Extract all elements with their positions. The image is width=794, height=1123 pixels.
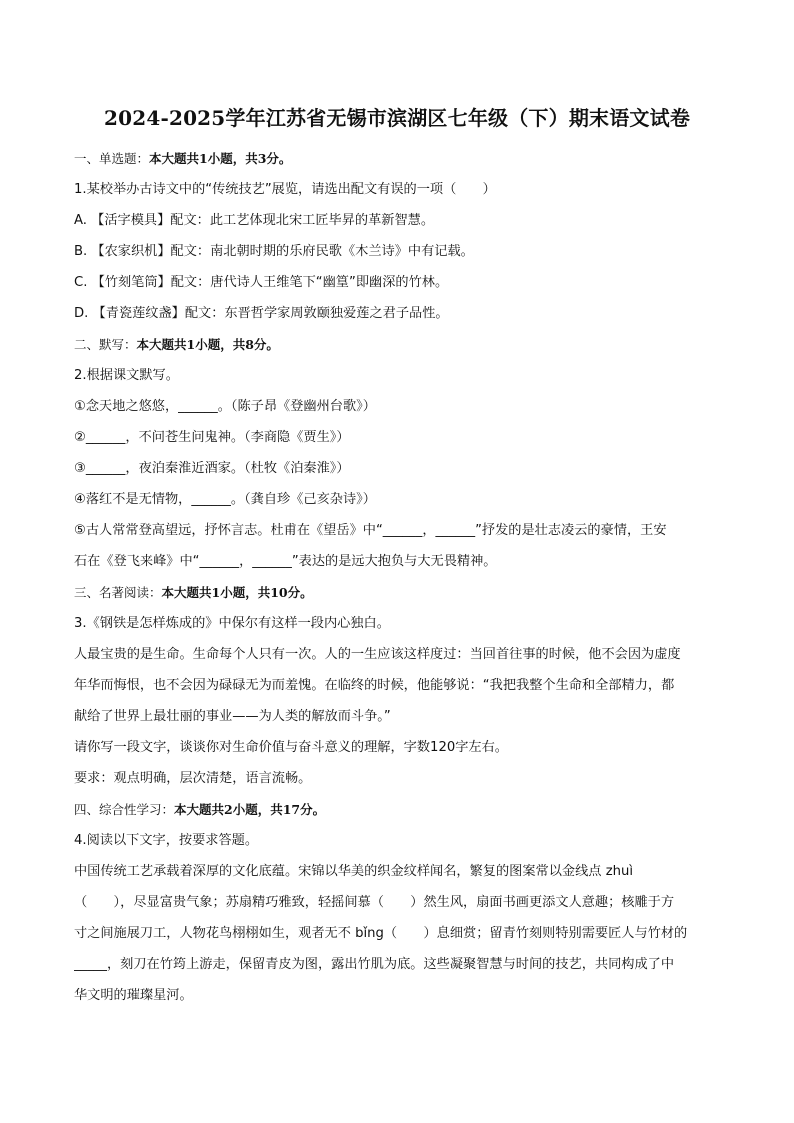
section-heading (74, 577, 728, 608)
text-line: C. 【竹刻笔筒】配文：唐代诗人王维笔下“幽篁”即幽深的竹林。 (74, 275, 449, 290)
text-line: 年华而悔恨，也不会因为碌碌无为而羞愧。在临终的时候，他能够说：“我把我整个生命和全部精力，都 (74, 678, 675, 693)
section-heading-label: 一、单选题： (74, 151, 150, 166)
text-line: _____，刻刀在竹筠上游走，保留青皮为图，露出竹肌为底。这些凝聚智慧与时间的技艺，共同构成了中 (74, 957, 675, 972)
exam-title: 2024-2025学年江苏省无锡市滨湖区七年级（下）期末语文试卷 (103, 106, 691, 130)
text-line: 献给了世界上最壮丽的事业——为人类的解放而斗争。” (74, 709, 391, 724)
section-heading-info: 本大题共2小题，共17分。 (174, 802, 326, 817)
text-line: 要求：观点明确，层次清楚，语言流畅。 (74, 771, 312, 786)
section-heading-label: 二、默写： (74, 337, 137, 352)
text-line: 中国传统工艺承载着深厚的文化底蕴。宋锦以华美的织金纹样闻名，繁复的图案常以金线点 zhuì (74, 864, 633, 879)
text-line: A. 【活字模具】配文：此工艺体现北宋工匠毕昇的革新智慧。 (74, 213, 435, 228)
text-line: 3.《钢铁是怎样炼成的》中保尔有这样一段内心独白。 (74, 616, 390, 631)
section-heading (74, 329, 728, 360)
section-heading-label: 四、综合性学习： (74, 802, 175, 817)
section-heading-label: 三、名著阅读： (74, 585, 162, 600)
text-line: 4.阅读以下文字，按要求答题。 (74, 833, 259, 848)
text-line: 人最宝贵的是生命。生命每个人只有一次。人的一生应该这样度过：当回首往事的时候，他不会因为虚度 (74, 647, 681, 662)
text-line: B. 【农家织机】配文：南北朝时期的乐府民歌《木兰诗》中有记载。 (74, 244, 474, 259)
text-line: 1.某校举办古诗文中的“传统技艺”展览，请选出配文有误的一项（ ） (74, 182, 496, 197)
section-heading (74, 143, 728, 174)
exam-content (74, 143, 728, 1011)
text-line: 石在《登飞来峰》中“______，______”表达的是远大抱负与大无畏精神。 (74, 554, 497, 569)
text-line: D. 【青瓷莲纹盏】配文：东晋哲学家周敦颐独爱莲之君子品性。 (74, 306, 449, 321)
text-line: ④落红不是无情物，______。（龚自珍《己亥杂诗》） (74, 492, 376, 507)
text-line: ①念天地之悠悠，______。（陈子昂《登幽州台歌》） (74, 399, 376, 414)
text-line: 寸之间施展刀工，人物花鸟栩栩如生，观者无不 bǐng（ ）息细赏；留青竹刻则特别需要匠人与竹材的 (74, 926, 688, 941)
text-line: 请你写一段文字，谈谈你对生命价值与奋斗意义的理解，字数120字左右。 (74, 740, 508, 755)
text-line: 华文明的璀璨星河。 (74, 988, 193, 1003)
text-line: （ ），尽显富贵气象；苏扇精巧雅致，轻摇间慕（ ）然生风，扇面书画更添文人意趣；核雕于方 (74, 895, 675, 910)
section-heading-info: 本大题共1小题，共10分。 (161, 585, 313, 600)
section-heading-info: 本大题共1小题，共8分。 (136, 337, 279, 352)
text-line: ⑤古人常常登高望远，抒怀言志。杜甫在《望岳》中“______，______”抒发的是壮志凌云的豪情，王安 (74, 523, 667, 538)
text-line: ②______，不问苍生问鬼神。（李商隐《贾生》） (74, 430, 350, 445)
text-line: ③______，夜泊秦淮近酒家。（杜牧《泊秦淮》） (74, 461, 350, 476)
section-heading (74, 794, 728, 825)
text-line: 2.根据课文默写。 (74, 368, 179, 383)
section-heading-info: 本大题共1小题，共3分。 (149, 151, 292, 166)
